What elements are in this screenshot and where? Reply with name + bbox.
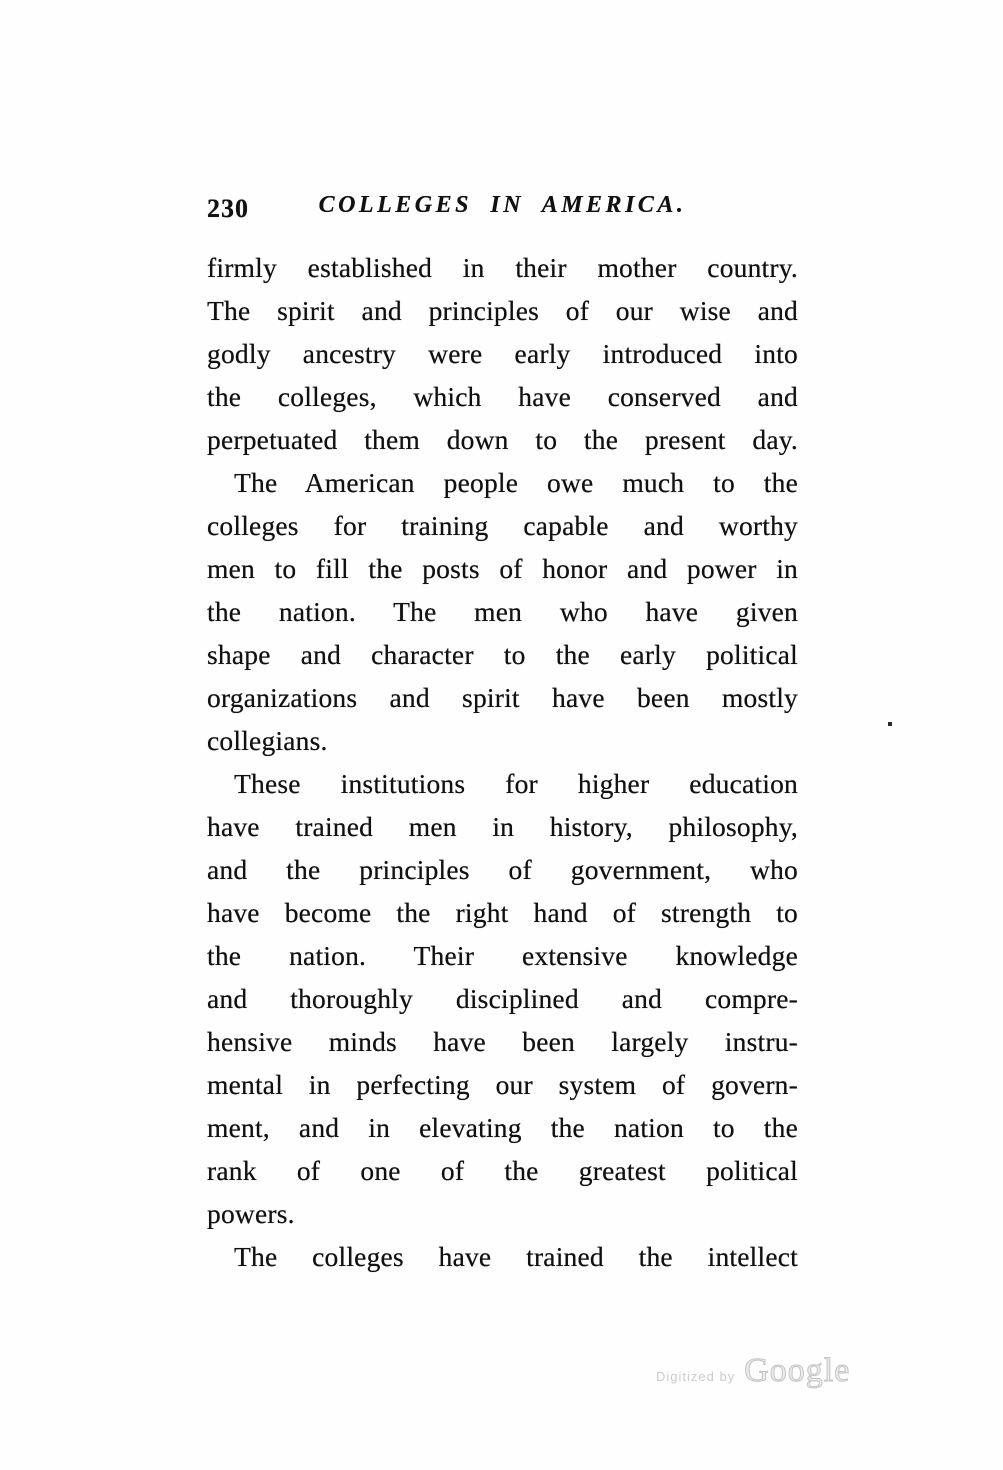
text-line: the nation. The men who have given — [207, 596, 798, 627]
text-line: have trained men in history, philosophy, — [207, 811, 798, 842]
text-line: godly ancestry were early introduced into — [207, 338, 798, 369]
scan-speck — [888, 722, 892, 726]
paragraph — [207, 246, 798, 461]
text-line: the colleges, which have conserved and — [207, 381, 798, 412]
text-line: rank of one of the greatest political — [207, 1155, 798, 1186]
page-body — [207, 246, 798, 1278]
text-line: hensive minds have been largely instru- — [207, 1026, 798, 1057]
text-line: powers. — [207, 1198, 295, 1229]
text-line: and the principles of government, who — [207, 854, 798, 885]
google-watermark-logo: Google — [744, 1352, 851, 1389]
text-line: perpetuated them down to the present day. — [207, 424, 798, 455]
text-line: ment, and in elevating the nation to the — [207, 1112, 798, 1143]
running-head-title: COLLEGES IN AMERICA. — [318, 192, 687, 218]
text-line: mental in perfecting our system of govern- — [207, 1069, 798, 1100]
text-line: men to fill the posts of honor and power in — [207, 553, 798, 584]
text-line: have become the right hand of strength to — [207, 897, 798, 928]
text-line: These institutions for higher education — [234, 768, 798, 799]
text-line: shape and character to the early political — [207, 639, 798, 670]
paragraph — [207, 762, 798, 1235]
text-line: colleges for training capable and worthy — [207, 510, 798, 541]
text-line: and thoroughly disciplined and compre- — [207, 983, 798, 1014]
text-line: The colleges have trained the intellect — [234, 1241, 798, 1272]
running-header — [207, 192, 798, 226]
watermark — [656, 1352, 850, 1390]
text-line: firmly established in their mother country. — [207, 252, 798, 283]
text-line: collegians. — [207, 725, 328, 756]
page-number: 230 — [207, 194, 249, 223]
text-line: the nation. Their extensive knowledge — [207, 940, 798, 971]
text-line: The spirit and principles of our wise and — [207, 295, 798, 326]
paragraph — [207, 1235, 798, 1278]
text-line: organizations and spirit have been mostly — [207, 682, 798, 713]
watermark-digitized-by-label: Digitized by — [656, 1369, 736, 1384]
text-line: The American people owe much to the — [234, 467, 798, 498]
paragraph — [207, 461, 798, 762]
